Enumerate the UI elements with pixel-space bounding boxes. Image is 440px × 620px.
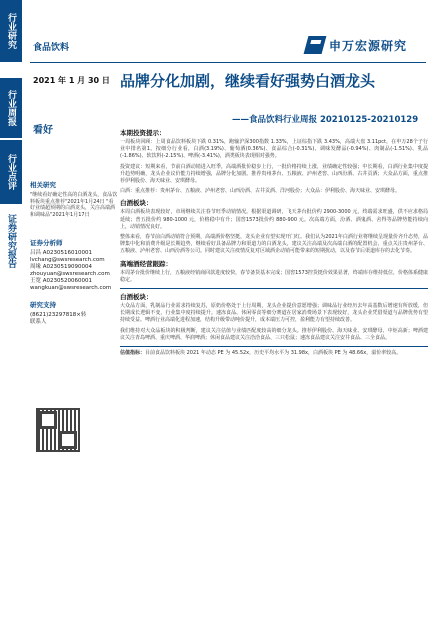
left-ribbon <box>0 0 22 620</box>
rating-label: 看好 <box>33 125 53 136</box>
left-sidebar <box>30 180 118 326</box>
body-paragraph: 整体来看，春节前白酒动销符合预期，高端酒价格坚挺，龙头企业有望实现开门红。我们认为2021年白酒行业将继续呈现量价齐升态势，品牌集中化和消费升级是长期趋势，继续看好具备品牌力和渠道力的白酒龙头，建议关注高端及次高端白酒的配置机会，重点关注贵州茅台、五粮液、泸州老窖、山西汾酒等公司。同时建议关注疫情反复对区域酒企动销可能带来的短期扰动，以及春节后渠道库存的去化节奏。 <box>120 234 428 255</box>
industry-label: 食品饮料 <box>33 43 70 53</box>
logo-name: 申万宏源研究 <box>329 38 408 53</box>
related-research <box>30 180 118 218</box>
contact-person: 联系人 <box>30 319 47 325</box>
valuation-text: 目前食品饮料板块 2021 年动态 PE 为 45.52x，历史平均水平为 31.98x，白酒板块 PE 为 48.66x，溢价率较高。 <box>145 350 402 357</box>
section-divider <box>120 346 428 347</box>
valuation-block <box>120 350 428 357</box>
body-paragraph: 一周板块回顾：上周食品饮料板块下跌 0.31%，跑输沪深300指数 1.33%，上证综指下跌 3.43%，高端大盘 3.11pct，在申万28个子行业中排名第1。按细分行业看，白酒(3.19%)、葡萄酒(0.36%)、食品综合(-0.31%)、调味发酵品(-0.94%)、肉制品(-1.51%)、乳品(-1.86%)、软饮料(-2.15%)、啤酒(-3.41%)，酒类板块表现相对强势。 <box>120 139 428 160</box>
analyst-line: 王宽 A0230520060001 <box>30 278 93 284</box>
body-paragraph: 大众品方面，乳制品行业需求持续复苏，原奶价格处于上行周期，龙头企业提价意愿增强；调味品行业经历去年高基数后增速有所放缓，但长期成长逻辑不变，行业集中度持续提升。速冻食品、休闲零食等细分赛道在居家消费场景下表现较好，龙头企业凭借渠道与品牌优势有望持续受益。啤酒行业高端化进程加速，结构升级带动吨价提升，成本端压力可控，盈利能力有望持续改善。 <box>120 303 428 324</box>
company-logo <box>306 34 424 56</box>
section-heading: 本期投资提示： <box>120 129 166 137</box>
contact-heading: 研究支持 <box>30 301 56 309</box>
analyst-line: 吕昌 A0230516010001 <box>30 250 93 256</box>
ribbon-block-securities-research: 证券研究报告 <box>0 210 22 272</box>
report-subtitle: ——食品饮料行业周报 20210125-20210129 <box>232 115 419 125</box>
contact-phone: (8621)23297818×转 <box>30 312 87 318</box>
report-title: 品牌分化加剧，继续看好强势白酒龙头 <box>120 72 376 90</box>
body-paragraph: 投资建议：短期来看，节前白酒动销进入旺季，高端酒批价稳步上行，一批价格持续上涨，业绩确定性较强；中长期看，白酒行业集中度提升趋势明确，龙头企业议价能力持续增强，品牌分化加剧。推荐贵州茅台、五粮液、泸州老窖、山西汾酒、古井贡酒；大众品方面，重点推荐伊利股份、海天味业、安琪酵母。 <box>120 163 428 185</box>
analysts <box>30 238 118 326</box>
ribbon-block-industry-research: 行业研究 <box>0 0 22 62</box>
analyst-email[interactable]: lvchang@swsresearch.com <box>30 257 105 263</box>
body-paragraph: 本周茅台批价继续上行，五粮液经销商回款进度较快，春节备货基本完成；国窖1573控货挺价效果显著，终端库存维持低位，价格体系健康稳定。 <box>120 269 428 283</box>
body-paragraph: 本周白酒板块表现较好，市场继续关注春节旺季动销情况。根据渠道调研，飞天茅台批价约 2900-3000 元，终端需求旺盛，供不应求格局延续；普五批价约 980-1000 元，价格稳中有升；国窖1573批价约 880-900 元。次高端方面，汾酒、酒鬼酒、舍得等品牌势能持续向上，动销情况良好。 <box>120 209 428 230</box>
analyst-email[interactable]: wangkuan@swsresearch.com <box>30 285 112 291</box>
section-heading: 白酒板块： <box>120 293 153 302</box>
report-body <box>120 126 428 357</box>
body-paragraph: 白酒：重点推荐：贵州茅台、五粮液、泸州老窖、山西汾酒、古井贡酒、洋河股份；大众品：伊利股份、海天味业、安琪酵母。 <box>120 188 401 195</box>
ribbon-block-weekly: 行业周报 <box>0 78 22 138</box>
related-research-heading: 相关研究 <box>30 181 56 189</box>
section-heading: 高端酒经营跟踪： <box>120 259 172 268</box>
header-divider <box>30 62 426 63</box>
section-heading: 白酒板块： <box>120 199 153 208</box>
logo-mark-icon <box>304 36 327 54</box>
analyst-email[interactable]: zhouyuan@swsresearch.com <box>30 271 110 277</box>
related-research-text[interactable]: "继续看好确定性高的白酒龙头，食品饮料板块重点推荐"2021年1月24日 "看好业绩超预期的白酒龙头，关注高端酒和调味品"2021年1月17日 <box>30 192 118 218</box>
analyst-line: 周缘 A0230519090004 <box>30 264 93 270</box>
section-divider <box>120 288 428 289</box>
qr-code-icon <box>36 408 80 452</box>
analysts-heading: 证券分析师 <box>30 239 63 247</box>
body-paragraph: 我们维持对大众品板块的积极判断，建议关注估值与业绩匹配度较高的细分龙头。推荐伊利股份、海天味业、安琪酵母、中炬高新；啤酒建议关注青岛啤酒、重庆啤酒、华润啤酒；休闲食品建议关注洽洽食品、三只松鼠；速冻食品建议关注安井食品、三全食品。 <box>120 327 428 341</box>
valuation-heading: 估值指标： <box>120 350 146 357</box>
report-date: 2021 年 1 月 30 日 <box>33 76 110 85</box>
ribbon-block-comment: 行业点评 <box>0 140 22 204</box>
